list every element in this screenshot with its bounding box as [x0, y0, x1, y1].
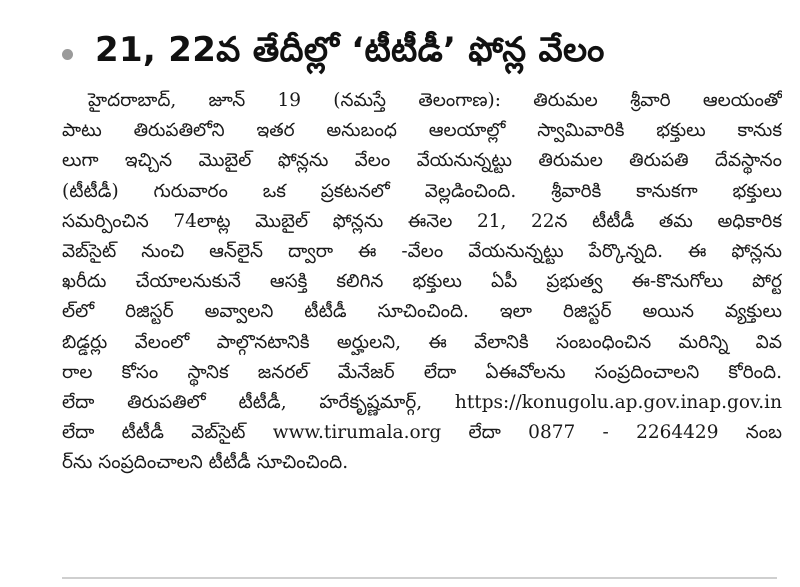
article-line: హైదరాబాద్, జూన్ 19 (నమస్తే తెలంగాణ): తిరుమల శ్రీవారి ఆలయంతో: [88, 90, 782, 111]
article-line: లుగా ఇచ్చిన మొబైల్ ఫోన్లను వేలం వేయనున్నట్టు తిరుమల తిరుపతి దేవస్థానం: [62, 150, 782, 172]
article-line: (టీటీడీ) గురువారం ఒక ప్రకటనలో వెల్లడించింది. శ్రీవారికి కానుకగా భక్తులు: [62, 180, 782, 202]
bottom-divider: [62, 577, 777, 579]
article-line: సమర్పించిన 74లాట్ల మొబైల్ ఫోన్లను ఈనెల 21, 22న టీటీడీ తమ అధికారిక: [62, 210, 782, 232]
article-line: పాటు తిరుపతిలోని ఇతర అనుబంధ ఆలయాల్లో స్వామివారికి భక్తులు కానుక: [62, 120, 782, 142]
article-line: వెబ్‌సైట్ నుంచి ఆన్‌లైన్ ద్వారా ఈ -వేలం వేయనున్నట్టు పేర్కొన్నది. ఈ ఫోన్లను: [62, 240, 782, 262]
headline: 21, 22వ తేదీల్లో ‘టీటీడీ’ ఫోన్ల వేలం: [95, 30, 605, 70]
headline-row: [62, 28, 605, 80]
article-line: ర్‌ను సంప్రదించాలని టీటీడీ సూచించింది.: [62, 452, 349, 474]
article-line: బిడ్డర్లు వేలంలో పాల్గొనటానికి అర్హులని, ఈ వేలానికి సంబంధించిన మరిన్ని వివ: [62, 331, 782, 353]
article-line: లేదా తిరుపతిలో టీటీడీ, హరేకృష్ణమార్గ్, https://konugolu.ap.gov.inap.gov.in: [62, 391, 782, 413]
article-line: రాల కోసం స్థానిక జనరల్ మేనేజర్ లేదా ఏఈవోలను సంప్రదించాలని కోరింది.: [62, 361, 782, 383]
bullet-icon: [62, 49, 73, 60]
article-body: [62, 86, 782, 478]
article-line: లేదా టీటీడీ వెబ్‌సైట్ www.tirumala.org లేదా 0877 - 2264429 నంబ: [62, 422, 782, 444]
clipped-previous-text: [60, 0, 380, 6]
article-line: ఖరీదు చేయాలనుకునే ఆసక్తి కలిగిన భక్తులు ఏపీ ప్రభుత్వ ఈ-కొనుగోలు పోర్ట: [62, 271, 782, 293]
article-line: ల్‌లో రిజిస్టర్ అవ్వాలని టీటీడీ సూచించింది. ఇలా రిజిస్టర్ అయిన వ్యక్తులు: [62, 301, 782, 323]
